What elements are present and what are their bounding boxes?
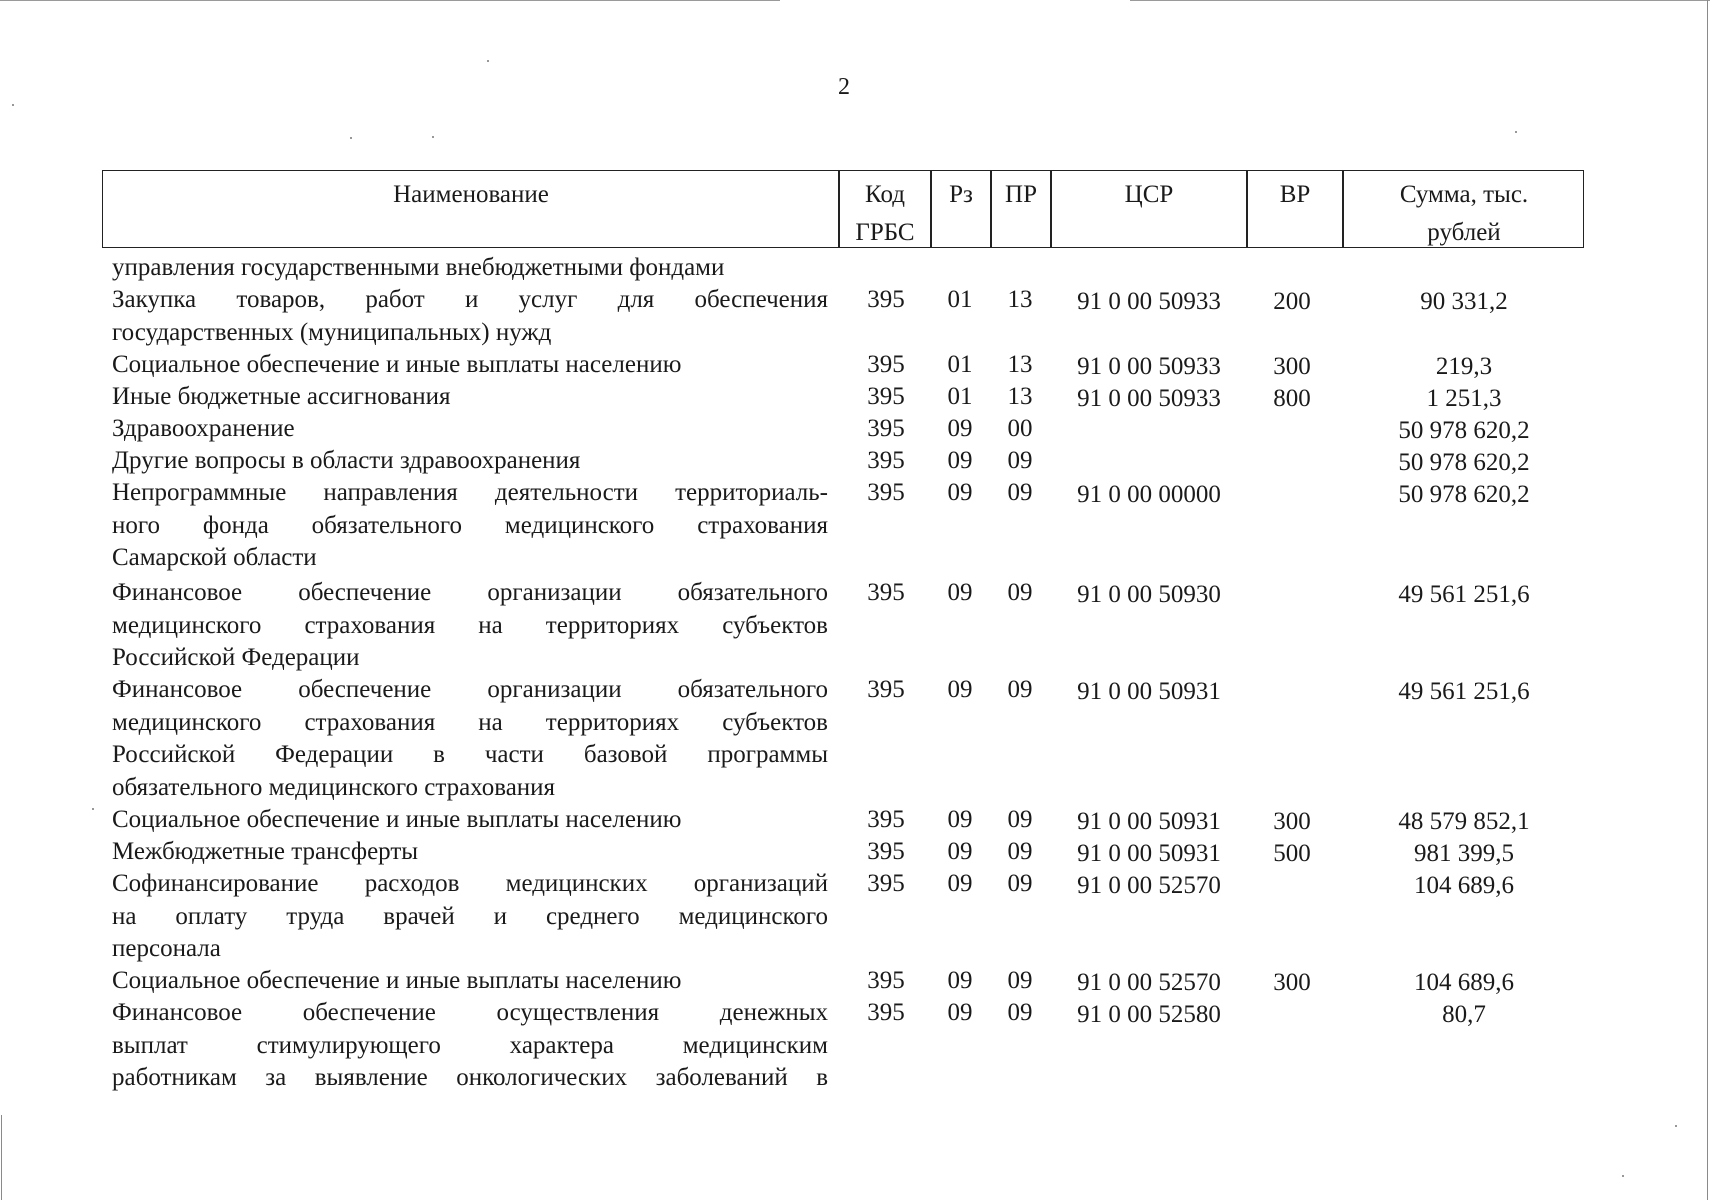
cell-name-line: Иные бюджетные ассигнования <box>112 383 451 410</box>
cell-name-line: обязательного медицинского страхования <box>112 773 556 801</box>
header-sum-line1: Сумма, тыс. <box>1399 181 1529 208</box>
cell-rz: 09 <box>947 999 973 1026</box>
cell-csr: 91 0 00 52570 <box>1077 969 1221 996</box>
cell-rz: 09 <box>947 806 973 833</box>
cell-name-line: Финансовое обеспечение осуществления денежных <box>112 999 828 1026</box>
cell-name-line: Самарской области <box>112 544 317 571</box>
cell-sum: 981 399,5 <box>1414 840 1514 867</box>
cell-sum: 50 978 620,2 <box>1398 417 1530 444</box>
header-grbs <box>840 176 930 252</box>
cell-pr: 13 <box>1007 383 1033 410</box>
cell-pr: 09 <box>1007 676 1033 703</box>
cell-grbs: 395 <box>867 967 905 994</box>
cell-vr: 300 <box>1273 808 1311 835</box>
cell-name <box>112 413 828 446</box>
cell-vr: 300 <box>1273 969 1311 996</box>
cell-rz: 01 <box>947 286 973 313</box>
cell-csr: 91 0 00 50931 <box>1077 840 1221 867</box>
cell-name <box>112 252 828 285</box>
cell-grbs: 395 <box>867 870 905 897</box>
cell-name-line: Межбюджетные трансферты <box>112 838 419 865</box>
cell-grbs: 395 <box>867 286 905 313</box>
header-sum-line2: рублей <box>1427 219 1501 246</box>
cell-name-line: Непрограммные направления деятельности территориаль- <box>112 479 828 506</box>
scan-speck <box>1515 131 1517 133</box>
cell-sum: 50 978 620,2 <box>1398 449 1530 476</box>
cell-sum: 49 561 251,6 <box>1398 678 1530 705</box>
cell-name <box>112 965 828 998</box>
cell-name-line: выплат стимулирующего характера медицинским <box>112 1031 828 1059</box>
header-sum <box>1344 176 1584 252</box>
cell-vr: 200 <box>1273 288 1311 315</box>
cell-name <box>112 477 828 575</box>
scan-edge-line <box>0 0 780 1</box>
header-pr: ПР <box>1005 181 1037 208</box>
scan-edge-line <box>1707 0 1708 1200</box>
cell-pr: 09 <box>1007 967 1033 994</box>
cell-grbs: 395 <box>867 447 905 474</box>
cell-name <box>112 445 828 478</box>
cell-name-line: Социальное обеспечение и иные выплаты населению <box>112 351 682 378</box>
cell-name-line: медицинского страхования на территориях субъектов <box>112 611 828 639</box>
cell-name-line: Закупка товаров, работ и услуг для обеспечения <box>112 286 828 313</box>
cell-csr: 91 0 00 50933 <box>1077 288 1221 315</box>
cell-name-line: Российской Федерации в части базовой программы <box>112 741 828 768</box>
cell-grbs: 395 <box>867 579 905 606</box>
cell-grbs: 395 <box>867 999 905 1026</box>
cell-grbs: 395 <box>867 383 905 410</box>
cell-name <box>112 804 828 837</box>
cell-csr: 91 0 00 50933 <box>1077 353 1221 380</box>
cell-vr: 500 <box>1273 840 1311 867</box>
cell-csr: 91 0 00 50933 <box>1077 385 1221 412</box>
cell-name-line: Финансовое обеспечение организации обязательного <box>112 579 828 606</box>
cell-rz: 09 <box>947 676 973 703</box>
scan-speck <box>350 137 352 139</box>
header-vr: ВР <box>1279 181 1311 208</box>
header-csr: ЦСР <box>1124 181 1174 208</box>
cell-grbs: 395 <box>867 351 905 378</box>
cell-sum: 219,3 <box>1435 353 1493 380</box>
cell-name-line: работникам за выявление онкологических заболеваний в <box>112 1064 828 1091</box>
header-grbs-line2: ГРБС <box>855 219 915 246</box>
scan-speck <box>1675 1125 1677 1127</box>
cell-name-line: на оплату труда врачей и среднего медицинского <box>112 902 828 930</box>
scan-speck <box>487 60 489 62</box>
cell-vr: 800 <box>1273 385 1311 412</box>
cell-name <box>112 349 828 382</box>
cell-grbs: 395 <box>867 806 905 833</box>
cell-pr: 13 <box>1007 351 1033 378</box>
scan-speck <box>12 104 14 106</box>
cell-rz: 09 <box>947 838 973 865</box>
cell-pr: 09 <box>1007 479 1033 506</box>
cell-name <box>112 997 828 1095</box>
cell-name-line: Российской Федерации <box>112 644 360 671</box>
cell-pr: 09 <box>1007 447 1033 474</box>
cell-sum: 104 689,6 <box>1414 872 1514 899</box>
cell-sum: 49 561 251,6 <box>1398 581 1530 608</box>
cell-rz: 09 <box>947 967 973 994</box>
cell-name-line: государственных (муниципальных) нужд <box>112 318 552 346</box>
cell-name-line: Здравоохранение <box>112 415 295 442</box>
cell-sum: 50 978 620,2 <box>1398 481 1530 508</box>
scan-speck <box>432 136 434 138</box>
scan-speck <box>92 808 94 810</box>
cell-grbs: 395 <box>867 479 905 506</box>
cell-name-line: Финансовое обеспечение организации обязательного <box>112 676 828 703</box>
cell-name-line: персонала <box>112 935 221 962</box>
header-name: Наименование <box>393 181 549 208</box>
cell-csr: 91 0 00 50931 <box>1077 808 1221 835</box>
scan-edge-line <box>1130 0 1710 1</box>
cell-sum: 80,7 <box>1442 1001 1486 1028</box>
cell-csr: 91 0 00 52580 <box>1077 1001 1221 1028</box>
cell-pr: 09 <box>1007 806 1033 833</box>
cell-pr: 09 <box>1007 838 1033 865</box>
cell-sum: 90 331,2 <box>1420 288 1508 315</box>
cell-rz: 09 <box>947 415 973 442</box>
cell-pr: 09 <box>1007 579 1033 606</box>
cell-name-line: управления государственными внебюджетными фондами <box>112 254 725 281</box>
cell-name <box>112 381 828 414</box>
cell-grbs: 395 <box>867 415 905 442</box>
cell-name-line: Социальное обеспечение и иные выплаты населению <box>112 967 682 994</box>
cell-name <box>112 674 828 804</box>
cell-pr: 09 <box>1007 999 1033 1026</box>
cell-name-line: Софинансирование расходов медицинских организаций <box>112 870 828 897</box>
cell-name <box>112 284 828 349</box>
cell-name-line: Социальное обеспечение и иные выплаты населению <box>112 806 682 833</box>
cell-pr: 09 <box>1007 870 1033 897</box>
cell-name-line: Другие вопросы в области здравоохранения <box>112 447 581 474</box>
cell-csr: 91 0 00 00000 <box>1077 481 1221 508</box>
cell-name <box>112 868 828 966</box>
cell-csr: 91 0 00 50930 <box>1077 581 1221 608</box>
cell-sum: 1 251,3 <box>1426 385 1502 412</box>
cell-name-line: медицинского страхования на территориях субъектов <box>112 708 828 736</box>
cell-pr: 13 <box>1007 286 1033 313</box>
cell-rz: 09 <box>947 447 973 474</box>
scan-edge-line <box>1 1115 2 1200</box>
cell-rz: 01 <box>947 383 973 410</box>
cell-csr: 91 0 00 52570 <box>1077 872 1221 899</box>
cell-name <box>112 836 828 869</box>
cell-pr: 00 <box>1007 415 1033 442</box>
page-number: 2 <box>838 74 850 100</box>
cell-name-line: ного фонда обязательного медицинского страхования <box>112 511 828 539</box>
cell-name <box>112 577 828 675</box>
header-grbs-line1: Код <box>865 181 905 208</box>
cell-rz: 09 <box>947 870 973 897</box>
cell-grbs: 395 <box>867 838 905 865</box>
cell-sum: 48 579 852,1 <box>1398 808 1530 835</box>
header-rz: Рз <box>949 181 973 208</box>
cell-vr: 300 <box>1273 353 1311 380</box>
cell-rz: 09 <box>947 479 973 506</box>
cell-rz: 09 <box>947 579 973 606</box>
cell-rz: 01 <box>947 351 973 378</box>
cell-csr: 91 0 00 50931 <box>1077 678 1221 705</box>
scan-speck <box>1622 1175 1624 1177</box>
cell-grbs: 395 <box>867 676 905 703</box>
cell-sum: 104 689,6 <box>1414 969 1514 996</box>
